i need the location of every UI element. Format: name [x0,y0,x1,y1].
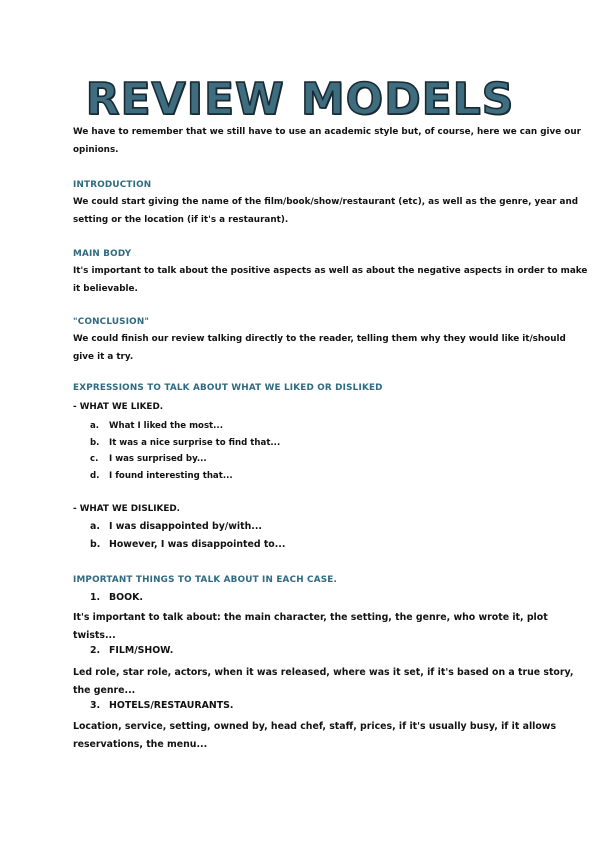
introduction-line-1: We could start giving the name of the film/book/show/restaurant (etc), as well as the genre, year and [73,197,579,207]
list-marker: c. [90,454,99,464]
intro-line-2: opinions. [73,145,119,155]
numbered-item-book [90,592,143,603]
list-marker: 1. [90,592,101,603]
numbered-item-film [90,645,173,656]
main-body-line-1: It's important to talk about the positive aspects as well as about the negative aspects in order to make [73,266,588,276]
list-marker: 3. [90,700,101,711]
expressions-heading: EXPRESSIONS TO TALK ABOUT WHAT WE LIKED OR DISLIKED [73,383,383,393]
list-marker: d. [90,471,100,481]
list-marker: 2. [90,645,101,656]
list-text: I was surprised by... [109,454,207,464]
list-item [90,421,223,431]
list-text: I found interesting that... [109,471,233,481]
list-text: What I liked the most... [109,421,223,431]
hotels-line-2: reservations, the menu... [73,739,208,750]
list-item [90,454,207,464]
list-item [90,539,285,550]
item-label: FILM/SHOW. [109,645,174,656]
hotels-line-1: Location, service, setting, owned by, head chef, staff, prices, if it's usually busy, if it allows [73,721,557,732]
book-line-2: twists... [73,630,116,641]
introduction-line-2: setting or the location (if it's a restaurant). [73,215,289,225]
list-text: However, I was disappointed to... [109,539,286,550]
page-title: REVIEW MODELS [85,74,515,125]
film-line-1: Led role, star role, actors, when it was released, where was it set, if it's based on a true story, [73,667,574,678]
list-item [90,438,280,448]
item-label: HOTELS/RESTAURANTS. [109,700,234,711]
liked-label: - WHAT WE LIKED. [73,402,164,412]
important-heading: IMPORTANT THINGS TO TALK ABOUT IN EACH CASE. [73,575,337,585]
numbered-item-hotels [90,700,233,711]
list-marker: b. [90,539,101,550]
disliked-label: - WHAT WE DISLIKED. [73,504,181,514]
book-line-1: It's important to talk about: the main character, the setting, the genre, who wrote it, plot [73,612,548,623]
conclusion-heading: "CONCLUSION" [73,317,150,327]
list-item [90,471,233,481]
list-text: I was disappointed by/with... [109,521,262,532]
main-body-heading: MAIN BODY [73,249,132,259]
list-marker: b. [90,438,100,448]
item-label: BOOK. [109,592,143,603]
list-marker: a. [90,421,100,431]
list-item [90,521,262,532]
introduction-heading: INTRODUCTION [73,180,152,190]
intro-line-1: We have to remember that we still have to use an academic style but, of course, here we can give our [73,127,581,137]
conclusion-line-2: give it a try. [73,352,134,362]
main-body-line-2: it believable. [73,284,138,294]
list-marker: a. [90,521,100,532]
film-line-2: the genre... [73,685,136,696]
list-text: It was a nice surprise to find that... [109,438,281,448]
conclusion-line-1: We could finish our review talking directly to the reader, telling them why they would like it/should [73,334,566,344]
